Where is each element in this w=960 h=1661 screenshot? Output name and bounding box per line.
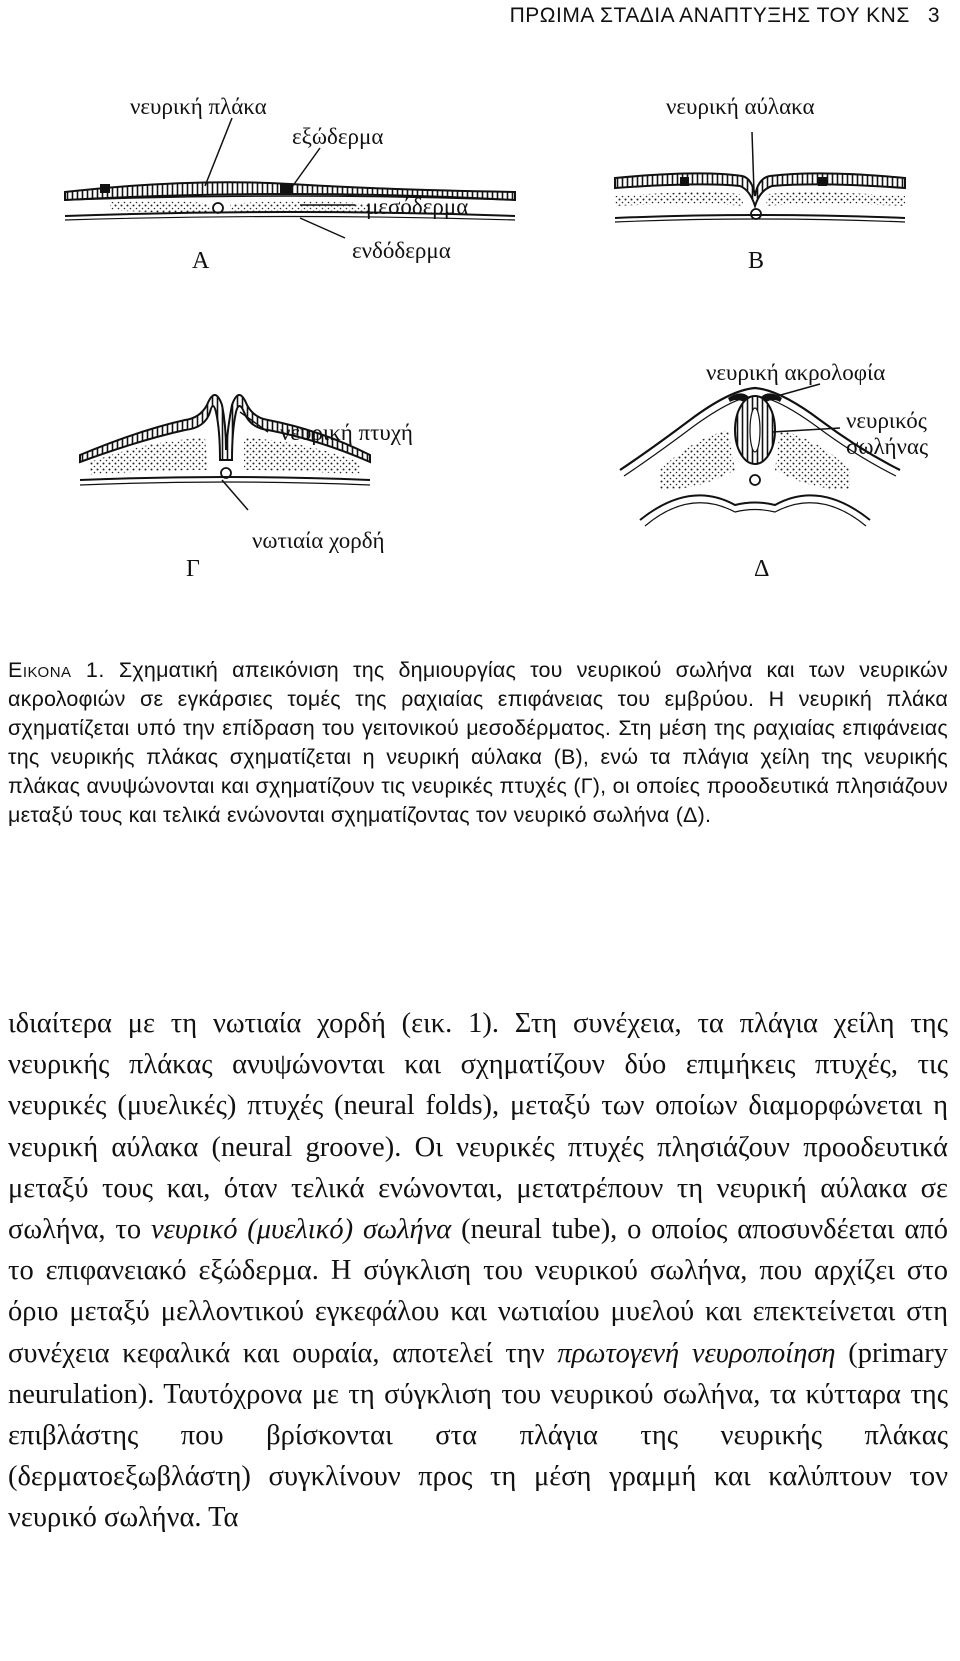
body-term-neural-tube: νευρικό (μυελικό) σωλήνα (150, 1214, 452, 1246)
caption-text: Σχηματική απεικόνιση της δημιουργίας του νευρικού σωλήνα και των νευρικών ακρολοφιών σε εγκάρσιες τομές της ραχιαίας επιφάνειας του εμβρύου. Η νευρική πλάκα σχηματίζεται υπό την επίδραση του γειτονικού μεσοδέρματος. Στη μέση της ραχιαίας επιφάνειας της νευρικής πλάκας σχηματίζεται η νευρική αύλακα (Β), ενώ τα πλάγια χείλη της νευρικής πλάκας ανυψώνονται και σχηματίζουν τις νευρικές πτυχές (Γ), οι οποίες προοδευτικά πλησιάζουν μεταξύ τους και τελικά ενώνονται σχηματίζοντας τον νευρικό σωλήνα (Δ). (8, 658, 948, 827)
diagram-panel-c (80, 395, 370, 510)
body-text (8, 1003, 948, 1539)
diagram-panel-b (615, 132, 905, 222)
body-part-2: (neural tube), ο οποίος αποσυνδέεται από το επιφανειακό εξώδερμα. Η σύγκλιση του νευρικού σωλήνα, που αρχίζει στο όριο μεταξύ μελλοντικού εγκεφάλου και νωτιαίου μυελού και επεκτείνεται στη συνέχεια κεφαλικά και ουραία, αποτελεί την (8, 1214, 948, 1369)
figure-caption (8, 656, 948, 830)
caption-label: Εικονα 1. (8, 658, 105, 682)
label-neural-fold: νευρική πτυχή (280, 420, 413, 445)
body-part-3: (primary neurulation). Ταυτόχρονα με τη σύγκλιση του νευρικού σωλήνα, τα κύτταρα της επιβλάστης που βρίσκονται στα πλάγια της νευρικής πλάκας (δερματοεξωβλάστη) συγκλίνουν προς τη μέση γραμμή και καλύπτουν τον νευρικό σωλήνα. Τα (8, 1337, 948, 1534)
panel-letter-a: Α (192, 248, 210, 274)
body-part-1: ιδιαίτερα με τη νωτιαία χορδή (εικ. 1). Στη συνέχεια, τα πλάγια χείλη της νευρικής πλάκας ανυψώνονται και σχηματίζουν δύο επιμήκεις πτυχές, τις νευρικές (μυελικές) πτυχές (neural folds), μεταξύ των οποίων διαμορφώνεται η νευρική αύλακα (neural groove). Οι νευρικές πτυχές πλησιάζουν προοδευτικά μεταξύ τους και, όταν τελικά ενώνονται, μετατρέπουν τη νευρική αύλακα σε σωλήνα, το (8, 1008, 948, 1246)
label-neural-groove: νευρική αύλακα (666, 94, 815, 119)
body-paragraph (8, 1003, 948, 1539)
label-mesoderm: μεσόδερμα (366, 194, 469, 219)
diagram-panel-a (65, 118, 515, 238)
label-neural-crest: νευρική ακρολοφία (706, 360, 886, 385)
label-notochord: νωτιαία χορδή (252, 528, 385, 553)
label-neural-plate: νευρική πλάκα (130, 94, 267, 119)
panel-letter-b: Β (748, 248, 765, 274)
header-title: ΠΡΩΙΜΑ ΣΤΑΔΙΑ ΑΝΑΠΤΥΞΗΣ ΤΟΥ ΚΝΣ (509, 4, 910, 27)
label-neural-tube-2: σωλήνας (846, 434, 929, 459)
neurulation-figure (0, 0, 960, 600)
panel-letter-d: Δ (754, 556, 770, 582)
page-number: 3 (927, 4, 940, 27)
label-endoderm: ενδόδερμα (352, 238, 451, 263)
panel-letter-c: Γ (186, 556, 200, 582)
label-neural-tube-1: νευρικός (846, 408, 927, 433)
label-ectoderm: εξώδερμα (292, 124, 384, 149)
body-term-primary-neurulation: πρωτογενή νευροποίηση (557, 1337, 836, 1369)
